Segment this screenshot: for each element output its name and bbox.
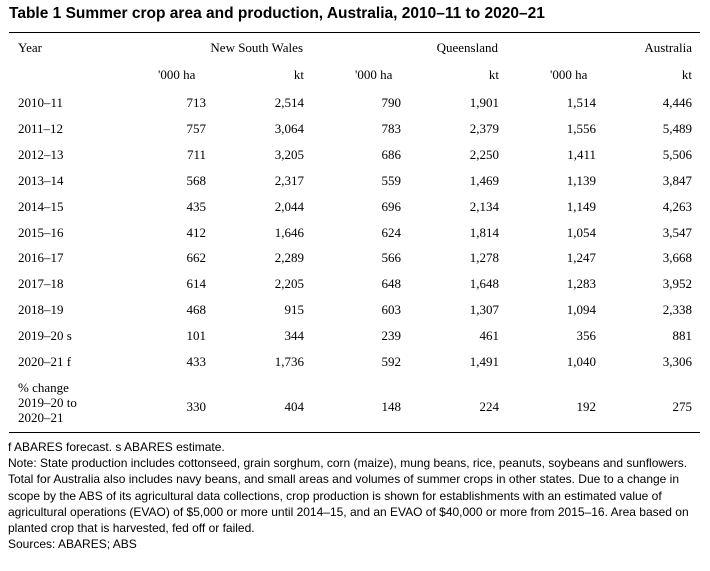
unit-header-nsw-area: '000 ha [158,67,196,82]
row-year-label: 2018–19 [18,302,64,318]
table-cell: 686 [381,146,401,162]
table-cell: 1,054 [566,224,596,240]
table-cell: 1,901 [469,95,499,110]
table-cell: 344 [284,328,304,344]
pct-change-label-line: 2020–21 [18,410,64,425]
row-year-label: 2010–11 [18,95,64,110]
table-cell: 1,149 [566,198,596,214]
note-forecast: f ABARES forecast. s ABARES estimate. [8,440,225,454]
table-cell: 2,044 [274,198,304,214]
pct-change-cell: 404 [284,399,304,414]
row-year-label: 2011–12 [18,120,64,136]
table-cell: 239 [381,328,401,344]
table-cell: 412 [186,224,206,240]
table-cell: 2,379 [469,120,499,136]
table-cell: 1,736 [274,354,304,369]
table-cell: 1,307 [469,302,499,318]
unit-header-qld-prod: kt [488,67,499,82]
table-cell: 435 [186,198,206,214]
row-year-label: 2017–18 [18,276,64,292]
table-cell: 2,514 [274,95,304,110]
table-cell: 468 [186,302,206,318]
table-cell: 2,205 [274,276,304,292]
table-cell: 1,814 [469,224,499,240]
table-cell: 2,289 [274,250,304,266]
pct-change-label-line: % change [18,380,69,395]
table-cell: 624 [381,224,401,240]
table-cell: 433 [186,354,206,369]
table-cell: 1,646 [274,224,304,240]
table-cell: 790 [381,95,401,110]
table-cell: 603 [381,302,401,318]
pct-change-cell: 275 [672,399,692,414]
note-scope: Note: State production includes cottonseed, grain sorghum, corn (maize), mung beans, rice, peanuts, soybeans and sunflowers. Total for Australia also includes navy beans, and small areas and volumes of summer crops in other states. Due to a change in scope by the ABS of its agricultural data collections, crop production is shown for establishments with an estimated value of agricultural operations (EVAO) of $5,000 or more until 2014–15, and an EVAO of $40,000 or more from 2015–16. Area based on planted crop that is harvested, fed off or failed. [8,456,689,536]
note-sources: Sources: ABARES; ABS [8,537,137,552]
table-cell: 3,547 [662,224,692,240]
year-header: Year [18,40,42,55]
table-notes [8,439,708,552]
unit-header-qld-area: '000 ha [355,67,393,82]
pct-change-label [18,380,128,425]
table-cell: 1,648 [469,276,499,292]
row-year-label: 2013–14 [18,172,64,188]
bottom-rule [9,432,700,433]
table-cell: 2,338 [662,302,692,318]
table-cell: 5,489 [662,120,692,136]
table-cell: 101 [186,328,206,344]
table-cell: 3,064 [274,120,304,136]
unit-header-nsw-prod: kt [293,67,304,82]
region-header-aus: Australia [644,40,692,55]
pct-change-cell: 148 [381,399,401,414]
table-cell: 1,040 [566,354,596,369]
row-year-label: 2015–16 [18,224,64,240]
table-cell: 4,263 [662,198,692,214]
table-cell: 1,139 [566,172,596,188]
table-cell: 568 [186,172,206,188]
row-year-label: 2019–20 s [18,328,72,344]
top-rule [9,32,700,33]
table-cell: 662 [186,250,206,266]
table-cell: 3,668 [662,250,692,266]
table-cell: 3,306 [662,354,692,369]
table-cell: 2,134 [469,198,499,214]
table-cell: 1,469 [469,172,499,188]
table-cell: 1,556 [566,120,596,136]
row-year-label: 2012–13 [18,146,64,162]
table-cell: 2,317 [274,172,304,188]
table-cell: 648 [381,276,401,292]
unit-header-aus-prod: kt [681,67,692,82]
row-year-label: 2016–17 [18,250,64,266]
region-header-qld: Queensland [436,40,498,55]
pct-change-cell: 224 [479,399,499,414]
table-cell: 614 [186,276,206,292]
table-cell: 1,247 [566,250,596,266]
table-cell: 1,491 [469,354,499,369]
table-cell: 696 [381,198,401,214]
table-cell: 881 [672,328,692,344]
table-cell: 915 [284,302,304,318]
pct-change-cell: 330 [186,399,206,414]
table-cell: 356 [576,328,596,344]
table-cell: 1,094 [566,302,596,318]
table-cell: 1,283 [566,276,596,292]
table-cell: 713 [186,95,206,110]
table-cell: 2,250 [469,146,499,162]
table-cell: 461 [479,328,499,344]
table-cell: 711 [186,146,206,162]
table-cell: 3,847 [662,172,692,188]
table-cell: 1,411 [567,146,596,162]
table-cell: 1,514 [566,95,596,110]
unit-header-aus-area: '000 ha [550,67,588,82]
row-year-label: 2014–15 [18,198,64,214]
pct-change-label-line: 2019–20 to [18,395,77,410]
table-cell: 757 [186,120,206,136]
table-cell: 1,278 [469,250,499,266]
table-cell: 3,952 [662,276,692,292]
table-cell: 559 [381,172,401,188]
table-cell: 783 [381,120,401,136]
table-cell: 4,446 [662,95,692,110]
region-header-nsw: New South Wales [210,40,303,55]
table-cell: 566 [381,250,401,266]
table-title: Table 1 Summer crop area and production, Australia, 2010–11 to 2020–21 [9,5,545,22]
table-cell: 5,506 [662,146,692,162]
pct-change-cell: 192 [576,399,596,414]
table-cell: 592 [381,354,401,369]
row-year-label: 2020–21 f [18,354,72,369]
table-cell: 3,205 [274,146,304,162]
